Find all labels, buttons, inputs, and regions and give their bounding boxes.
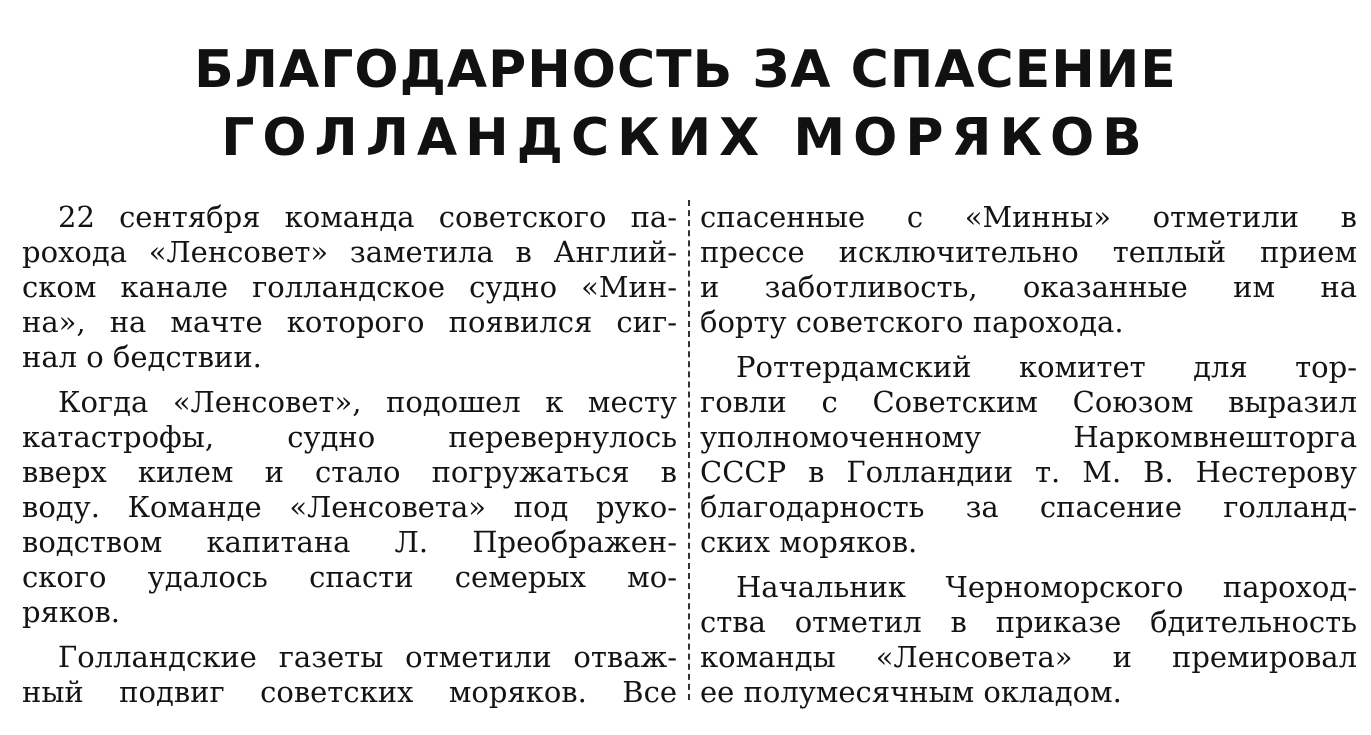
text-line: Голландские газеты отметили отваж-: [58, 640, 677, 674]
column-divider: [688, 200, 690, 700]
paragraph: [700, 350, 1357, 560]
text-line: ряков.: [22, 595, 120, 629]
text-line: команды «Ленсовета» и премировал: [700, 640, 1357, 674]
text-line: катастрофы, судно перевернулось: [22, 420, 677, 454]
text-line: воду. Команде «Ленсовета» под руко-: [22, 490, 677, 524]
text-line: Начальник Черноморского пароход-: [736, 570, 1357, 604]
text-line: Когда «Ленсовет», подошел к месту: [58, 385, 677, 419]
text-line: ских моряков.: [700, 525, 918, 559]
text-line: борту советского парохода.: [700, 305, 1124, 339]
text-line: говли с Советским Союзом выразил: [700, 385, 1357, 419]
text-line: ства отметил в приказе бдительность: [700, 605, 1357, 639]
text-line: и заботливость, оказанные им на: [700, 270, 1357, 304]
right-column: [700, 200, 1357, 720]
text-line: СССР в Голландии т. М. В. Нестерову: [700, 455, 1357, 489]
left-column: [22, 200, 677, 720]
text-line: рохода «Ленсовет» заметила в Англий-: [22, 235, 677, 269]
text-line: вверх килем и стало погружаться в: [22, 455, 677, 489]
text-line: спасенные с «Минны» отметили в: [700, 200, 1357, 234]
text-line: уполномоченному Наркомвнешторга: [700, 420, 1357, 454]
text-line: ского удалось спасти семерых мо-: [22, 560, 677, 594]
paragraph: [700, 200, 1357, 340]
text-line: ском канале голландское судно «Мин-: [22, 270, 677, 304]
paragraph: [22, 640, 677, 710]
paragraph: [700, 570, 1357, 710]
text-line: водством капитана Л. Преображен-: [22, 525, 677, 559]
headline-line-1: БЛАГОДАРНОСТЬ ЗА СПАСЕНИЕ: [194, 40, 1177, 100]
paragraph: [22, 385, 677, 630]
text-line: Роттердамский комитет для тор-: [736, 350, 1357, 384]
paragraph: [22, 200, 677, 375]
text-line: 22 сентября команда советского па-: [58, 200, 677, 234]
text-line: на», на мачте которого появился сиг-: [22, 305, 677, 339]
text-line: благодарность за спасение голланд-: [700, 490, 1357, 524]
text-line: нал о бедствии.: [22, 340, 262, 374]
text-line: ный подвиг советских моряков. Все: [22, 675, 677, 709]
text-line: ее полумесячным окладом.: [700, 675, 1122, 709]
text-line: прессе исключительно теплый прием: [700, 235, 1357, 269]
headline-line-2: ГОЛЛАНДСКИХ МОРЯКОВ: [221, 108, 1150, 168]
